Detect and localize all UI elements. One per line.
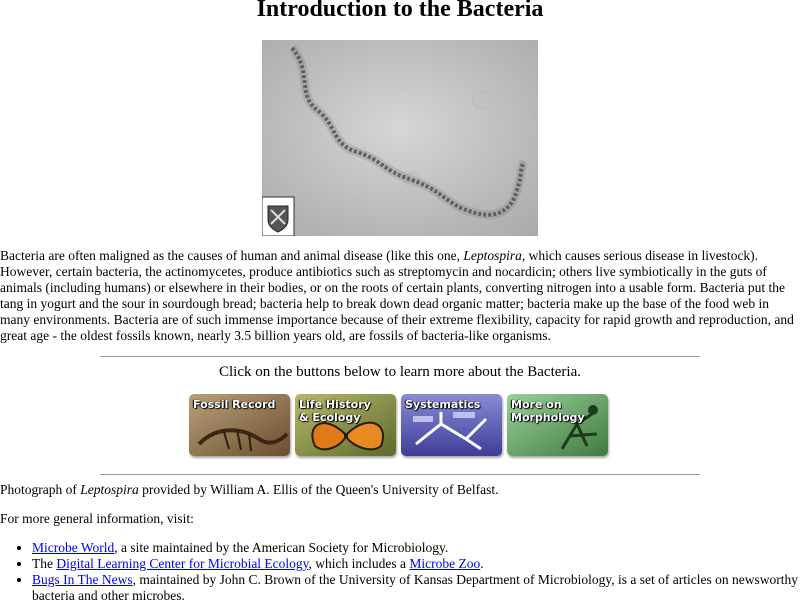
bugs-in-the-news-link[interactable]: Bugs In The News [32, 572, 133, 587]
resource-list [0, 540, 800, 604]
genus-name: Leptospira [463, 248, 522, 263]
more-on-morphology-label: More on Morphology [511, 398, 585, 424]
intro-text-rest: , which causes serious disease in livestock). However, certain bacteria, the actinomycetes, produce antibiotics such as streptomycin and nocardicin; others live symbiotically in the guts of animals (including humans) or elsewhere in their bodies, or on the roots of certain plants, converting nitrogen into a usable form. Bacteria put the tang in yogurt and the sour in sourdough bread; bacteria help to break down dead organic matter; bacteria make up the base of the food web in many environments. Bacteria are of such immense importance because of their extreme flexibility, capacity for rapid growth and reproduction, and great age - the oldest fossils known, nearly 3.5 billion years old, are fossils of bacteria-like organisms. [0, 248, 794, 343]
list-item-text: . [480, 556, 484, 571]
more-on-morphology-button[interactable] [507, 394, 608, 456]
intro-text-start: Bacteria are often maligned as the causes of human and animal disease (like this one, [0, 248, 464, 263]
list-item-text: , a site maintained by the American Society for Microbiology. [114, 540, 449, 555]
divider-bottom [100, 474, 700, 475]
leptospira-image [262, 40, 538, 236]
topic-buttons [189, 394, 609, 458]
systematics-label: Systematics [405, 398, 481, 411]
fossil-record-button[interactable] [189, 394, 290, 456]
list-item [32, 556, 800, 572]
digital-learning-center-link[interactable]: Digital Learning Center for Microbial Ecology [56, 556, 309, 571]
fossil-record-label: Fossil Record [193, 398, 276, 411]
leptospira-photo [262, 40, 538, 236]
intro-paragraph [0, 248, 796, 344]
buttons-prompt: Click on the buttons below to learn more about the Bacteria. [219, 364, 581, 380]
microbe-zoo-link[interactable]: Microbe Zoo [409, 556, 481, 571]
life-history-ecology-label: Life History & Ecology [299, 398, 371, 424]
credit-text-start: Photograph of [0, 482, 81, 497]
credit-genus-name: Leptospira [80, 482, 139, 497]
photo-credit [0, 482, 498, 498]
microbe-world-link[interactable]: Microbe World [32, 540, 115, 555]
divider-top [100, 356, 700, 357]
systematics-button[interactable] [401, 394, 502, 456]
credit-text-rest: provided by William A. Ellis of the Queen's University of Belfast. [138, 482, 499, 497]
list-item [32, 540, 800, 556]
life-history-ecology-button[interactable] [295, 394, 396, 456]
list-item [32, 572, 800, 604]
list-item-text: , maintained by John C. Brown of the University of Kansas Department of Microbiology, is a set of articles on newsworthy bacteria and other microbes. [32, 572, 798, 603]
list-item-text: The [32, 556, 57, 571]
list-item-text: , which includes a [308, 556, 410, 571]
page-title: Introduction to the Bacteria [256, 0, 544, 22]
more-info-text: For more general information, visit: [0, 511, 194, 526]
